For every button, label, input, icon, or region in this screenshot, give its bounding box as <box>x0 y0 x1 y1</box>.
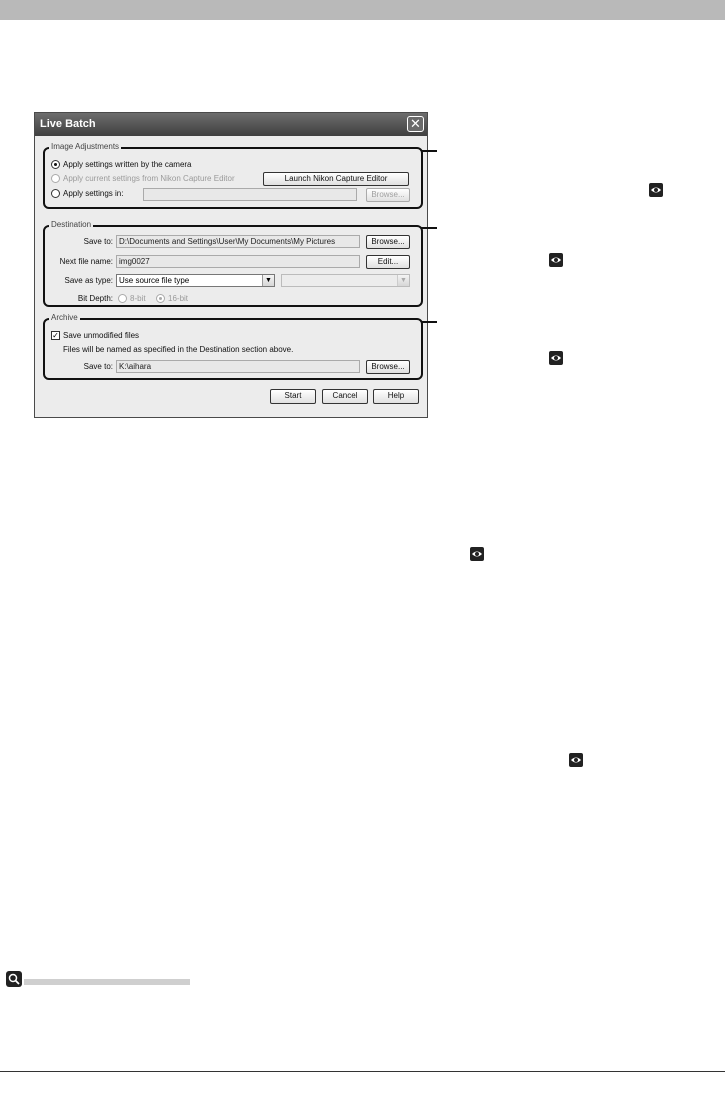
settings-browse-button: Browse... <box>366 188 410 202</box>
image-adjustments-group <box>43 142 423 209</box>
save-unmodified-checkbox[interactable]: ✓ <box>52 331 59 340</box>
destination-legend: Destination <box>51 220 92 229</box>
launch-capture-editor-button[interactable]: Launch Nikon Capture Editor <box>263 172 409 186</box>
callout-line-image-adjustments <box>421 150 437 152</box>
radio-apply-camera[interactable] <box>51 160 60 169</box>
next-file-name-label: Next file name: <box>59 257 113 266</box>
help-button[interactable]: Help <box>373 389 419 404</box>
reference-eye-icon <box>549 351 563 365</box>
radio-apply-settings-in[interactable] <box>51 189 60 198</box>
archive-save-to-label: Save to: <box>83 362 113 371</box>
chevron-down-icon: ▼ <box>397 275 409 286</box>
magnifier-icon <box>6 971 22 987</box>
save-as-type-select[interactable] <box>116 274 275 287</box>
archive-path-field[interactable]: K:\aihara <box>116 360 360 373</box>
save-unmodified-label: Save unmodified files <box>63 331 140 340</box>
bit-depth-label: Bit Depth: <box>77 294 113 303</box>
reference-eye-icon <box>649 183 663 197</box>
next-file-name-field: img0027 <box>116 255 360 268</box>
edit-file-name-button[interactable]: Edit... <box>366 255 410 269</box>
bit-8-label: 8-bit <box>130 294 146 303</box>
page-header-bar <box>0 0 725 20</box>
start-button[interactable]: Start <box>270 389 316 404</box>
dialog-title: Live Batch <box>35 113 427 136</box>
close-icon[interactable]: ✕ <box>407 116 424 132</box>
radio-16-bit <box>156 294 165 303</box>
bit-16-label: 16-bit <box>168 294 189 303</box>
radio-8-bit <box>118 294 127 303</box>
image-adjustments-legend: Image Adjustments <box>51 142 120 151</box>
destination-path-field[interactable]: D:\Documents and Settings\User\My Documents\My Pictures <box>116 235 360 248</box>
destination-group <box>43 220 423 307</box>
archive-note: Files will be named as specified in the Destination section above. <box>63 345 294 354</box>
reference-eye-icon <box>569 753 583 767</box>
option-file-label: Apply settings in: <box>63 189 124 198</box>
reference-eye-icon <box>549 253 563 267</box>
archive-group <box>43 313 423 380</box>
live-batch-dialog <box>34 112 428 418</box>
destination-save-to-label: Save to: <box>83 237 113 246</box>
tip-section-rule <box>24 979 190 985</box>
save-as-type-label: Save as type: <box>64 276 113 285</box>
file-subtype-select <box>281 274 410 287</box>
option-camera-label: Apply settings written by the camera <box>63 160 192 169</box>
cancel-button[interactable]: Cancel <box>322 389 368 404</box>
destination-browse-button[interactable]: Browse... <box>366 235 410 249</box>
callout-line-archive <box>421 321 437 323</box>
callout-line-destination <box>421 227 437 229</box>
option-editor-label: Apply current settings from Nikon Capture Editor <box>63 174 235 183</box>
reference-eye-icon <box>470 547 484 561</box>
save-as-type-value: Use source file type <box>119 276 190 285</box>
archive-legend: Archive <box>51 313 78 322</box>
radio-apply-editor <box>51 174 60 183</box>
settings-file-field <box>143 188 357 201</box>
archive-browse-button[interactable]: Browse... <box>366 360 410 374</box>
chevron-down-icon: ▼ <box>262 275 274 286</box>
page-footer-rule <box>0 1071 725 1072</box>
